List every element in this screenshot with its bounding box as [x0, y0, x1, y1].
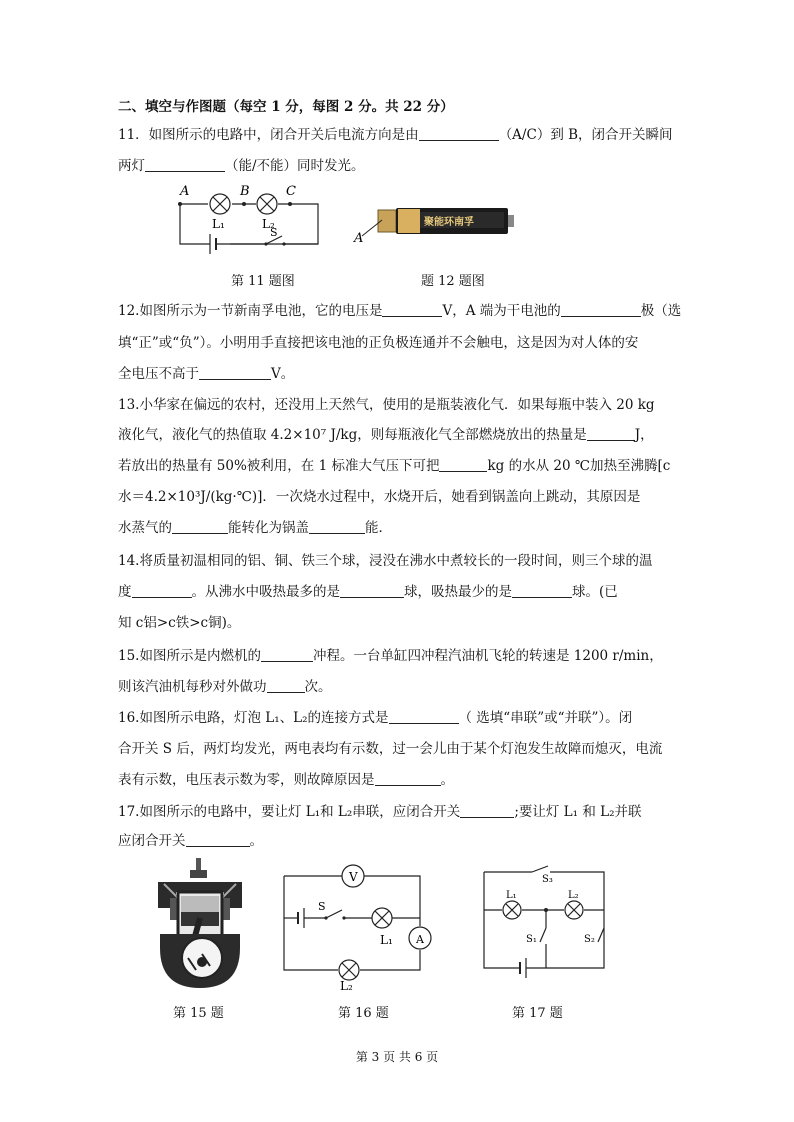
- label-l2: L₂: [262, 217, 275, 231]
- figure-11-circuit: [170, 182, 330, 252]
- question-13-line-3: 若放出的热量有 50%被利用，在 1 标准大气压下可把 kg 的水从 20 ℃加热至沸腾[c: [118, 458, 671, 474]
- question-13-line-1: 13.小华家在偏远的农村，还没用上天然气，使用的是瓶装液化气．如果每瓶中装入 20 kg: [118, 397, 655, 413]
- section-title: 二、填空与作图题（每空 1 分，每图 2 分。共 22 分）: [118, 99, 454, 115]
- question-15-line-1: 15.如图所示是内燃机的 冲程。一台单缸四冲程汽油机飞轮的转速是 1200 r/min，: [118, 648, 663, 664]
- question-15-line-2: 则该汽油机每秒对外做功 次。: [118, 679, 332, 695]
- figure-17-circuit: [480, 862, 610, 972]
- label-s: S: [318, 900, 326, 913]
- question-13-line-5: 水蒸气的 能转化为锅盖 能．: [118, 520, 392, 536]
- question-13-line-4: 水＝4.2×10³J/(kg·℃)]．一次烧水过程中，水烧开后，她看到锅盖向上跳动，其原因是: [118, 489, 641, 505]
- answer-blank[interactable]: [460, 803, 514, 818]
- figure-15-caption: 第 15 题: [173, 1006, 224, 1021]
- label-a: A: [354, 231, 364, 246]
- label-l1: L₁: [212, 217, 225, 231]
- answer-blank[interactable]: [375, 771, 441, 786]
- figure-16-circuit: [280, 858, 440, 993]
- question-12-line-3: 全电压不高于 V。: [118, 366, 295, 382]
- figure-17-caption: 第 17 题: [512, 1006, 563, 1021]
- page-footer: 第 3 页 共 6 页: [355, 1050, 439, 1064]
- label-l2: L₂: [568, 890, 579, 901]
- label-l2: L₂: [340, 979, 353, 993]
- answer-blank[interactable]: [587, 426, 635, 441]
- question-12-line-2: 填“正”或“负”）。小明用手直接把该电池的正负极连通并不会触电，这是因为对人体的安: [118, 335, 639, 351]
- label-b: B: [240, 184, 250, 199]
- label-s: S: [270, 226, 278, 239]
- label-a: A: [416, 933, 424, 946]
- label-l1: L₁: [506, 890, 517, 901]
- question-14-line-2: 度 。从沸水中吸热最多的是 球，吸热最少的是 球。(已: [118, 584, 618, 600]
- label-v: V: [349, 870, 358, 884]
- switch-s3-icon: [532, 866, 548, 872]
- answer-blank[interactable]: [561, 302, 641, 317]
- answer-blank[interactable]: [172, 519, 228, 534]
- figure-11-caption: 第 11 题图: [231, 274, 295, 289]
- answer-blank[interactable]: [389, 709, 459, 724]
- answer-blank[interactable]: [512, 583, 572, 598]
- question-17-line-2: 应闭合开关 。: [118, 833, 263, 849]
- answer-blank[interactable]: [309, 519, 365, 534]
- question-16-line-1: 16.如图所示电路，灯泡 L₁、L₂的连接方式是 （ 选填“串联”或“并联”）。闭: [118, 710, 633, 726]
- question-14-line-3: 知 c铝>c铁>c铜)。: [118, 615, 241, 631]
- label-l1: L₁: [380, 933, 393, 947]
- switch-s1-icon: [540, 928, 546, 942]
- answer-blank[interactable]: [132, 583, 192, 598]
- switch-s2-icon: [598, 928, 604, 942]
- answer-blank[interactable]: [340, 583, 404, 598]
- answer-blank[interactable]: [261, 647, 313, 662]
- question-16-line-3: 表有示数，电压表示数为零，则故障原因是 。: [118, 772, 454, 788]
- answer-blank[interactable]: [186, 832, 250, 847]
- answer-blank[interactable]: [145, 157, 225, 172]
- question-12-line-1: 12.如图所示为一节新南孚电池，它的电压是 V，A 端为干电池的 极（选: [118, 303, 682, 319]
- label-s1: S₁: [526, 934, 537, 945]
- label-a: A: [180, 184, 190, 199]
- answer-blank[interactable]: [382, 302, 442, 317]
- label-s3: S₃: [542, 874, 553, 885]
- question-13-line-2: 液化气，液化气的热值取 4.2×10⁷ J/kg，则每瓶液化气全部燃烧放出的热量是 J，: [118, 427, 654, 443]
- label-s2: S₂: [584, 934, 595, 945]
- label-c: C: [286, 184, 296, 199]
- question-17-line-1: 17.如图所示的电路中，要让灯 L₁和 L₂串联，应闭合开关 ;要让灯 L₁ 和 L₂并联: [118, 804, 642, 820]
- answer-blank[interactable]: [267, 678, 305, 693]
- figure-12-caption: 题 12 题图: [421, 274, 485, 289]
- answer-blank[interactable]: [439, 457, 487, 472]
- question-14-line-1: 14.将质量初温相同的铝、铜、铁三个球，浸没在沸水中煮较长的一段时间，则三个球的温: [118, 553, 653, 569]
- figure-12-battery: [352, 200, 522, 250]
- figure-15-engine: [150, 858, 250, 993]
- question-11-line-2: 两灯 （能/不能）同时发光。: [118, 158, 365, 174]
- question-16-line-2: 合开关 S 后，两灯均发光，两电表均有示数，过一会儿由于某个灯泡发生故障而熄灭，电流: [118, 741, 663, 757]
- answer-blank[interactable]: [419, 126, 499, 141]
- question-11-line-1: 11．如图所示的电路中，闭合开关后电流方向是由 （A/C）到 B，闭合开关瞬间: [118, 127, 673, 143]
- figure-16-caption: 第 16 题: [338, 1006, 389, 1021]
- switch-s-icon: [326, 910, 342, 918]
- answer-blank[interactable]: [199, 365, 271, 380]
- battery-brand-label: 聚能环南孚: [424, 217, 474, 228]
